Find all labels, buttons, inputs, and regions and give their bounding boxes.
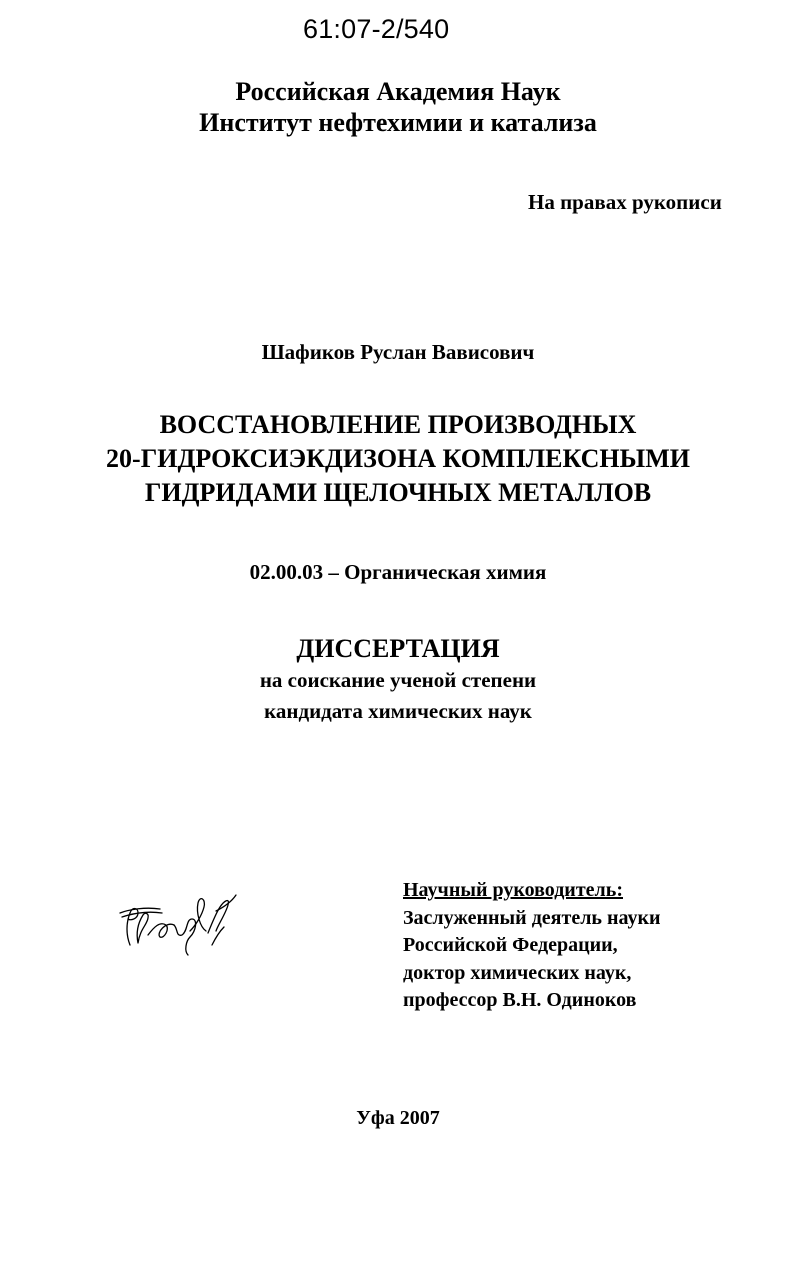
- degree-purpose: на соискание ученой степени: [259, 668, 537, 692]
- supervisor-title-line: Заслуженный деятель науки: [403, 906, 661, 929]
- specialty-code: 02.00.03 – Органическая химия: [249, 560, 547, 584]
- supervisor-degree: доктор химических наук,: [403, 961, 632, 984]
- degree-name: кандидата химических наук: [264, 699, 532, 723]
- organization-name: Российская Академия Наук: [235, 77, 561, 106]
- supervisor-heading: Научный руководитель:: [403, 879, 623, 901]
- handwritten-signature: [116, 885, 241, 960]
- thesis-title-line: 20-ГИДРОКСИЭКДИЗОНА КОМПЛЕКСНЫМИ: [106, 444, 690, 473]
- thesis-title-line: ВОССТАНОВЛЕНИЕ ПРОИЗВОДНЫХ: [159, 410, 637, 439]
- city-and-year: Уфа 2007: [356, 1107, 440, 1129]
- document-code: 61:07-2/540: [303, 14, 450, 44]
- manuscript-rights-note: На правах рукописи: [528, 190, 722, 214]
- supervisor-name: профессор В.Н. Одиноков: [403, 989, 637, 1011]
- document-type: ДИССЕРТАЦИЯ: [296, 634, 500, 663]
- institute-name: Институт нефтехимии и катализа: [199, 108, 597, 137]
- author-name: Шафиков Руслан Вависович: [261, 340, 535, 364]
- supervisor-title-line: Российской Федерации,: [403, 934, 618, 956]
- thesis-title-line: ГИДРИДАМИ ЩЕЛОЧНЫХ МЕТАЛЛОВ: [144, 478, 652, 507]
- supervisor-block: [403, 877, 661, 1015]
